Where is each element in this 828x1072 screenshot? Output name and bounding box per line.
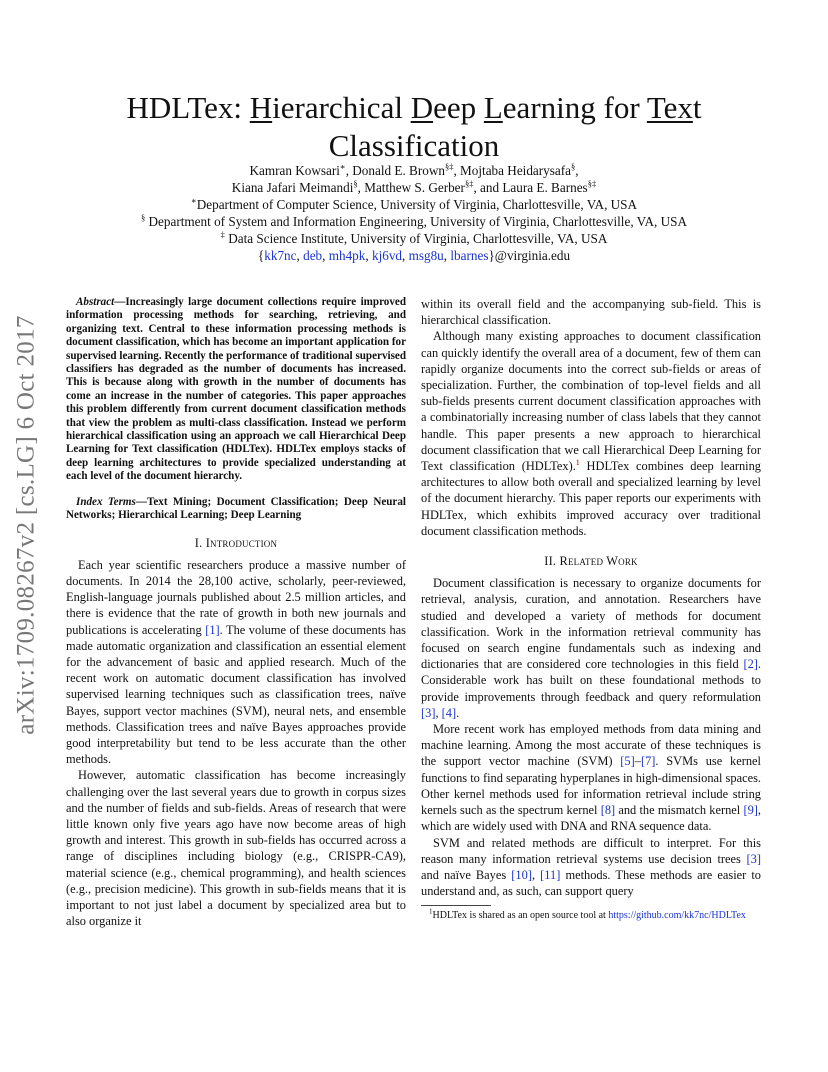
affiliation-mark: §‡: [587, 178, 597, 189]
left-column: [66, 296, 406, 929]
abstract: [66, 296, 406, 523]
section-number: I.: [194, 535, 206, 550]
author-name: Kiana Jafari Meimandi: [231, 180, 354, 195]
paragraph-text: . SVMs use kernel functions to find separating hyperplanes in high-dimensional spaces. Other kernel methods used for information retrieval include string kernels such as the spectrum kernel: [421, 754, 761, 818]
section-title-text: Related Work: [559, 554, 638, 569]
related-paragraph-2: [421, 721, 761, 834]
author-name: , Mojtaba Heidarysafa: [453, 163, 571, 178]
section-heading-introduction: [66, 535, 406, 551]
author-name: , Donald E. Brown: [345, 163, 445, 178]
title-word-deep: eep: [433, 89, 484, 125]
affiliation-text: Data Science Institute, University of Virginia, Charlottesville, VA, USA: [224, 231, 608, 246]
paragraph-text: –: [634, 754, 641, 769]
citation-link[interactable]: [9]: [743, 803, 758, 818]
paragraph-text: Although many existing approaches to document classification can quickly identify the overall area of a document, few of them can rapidly organize documents into the correct sub-fields or areas of specialization. Further, the combination of top-level fields and all sub-fields presents current document classification approaches with a combinatorially increasing number of class labels that they cannot handle. This paper presents a new approach to hierarchical document classification that we call Hierarchical Deep Learning for Text classification (HDLTex).: [421, 329, 761, 474]
title-acronym-letter-l: L: [483, 89, 503, 125]
paragraph-text: and naïve Bayes: [421, 867, 512, 882]
section-number: II.: [544, 554, 560, 569]
footnote-divider: [421, 905, 491, 906]
email-domain: }@virginia.edu: [488, 248, 571, 263]
footnote-text: HDLTex is shared as an open source tool at: [432, 910, 609, 922]
paragraph-text: and the mismatch kernel: [615, 803, 744, 818]
author-name: Kamran Kowsari: [249, 163, 340, 178]
email-list: [264, 248, 488, 263]
footnote-number: 1: [429, 907, 433, 916]
paragraph-text: ,: [435, 705, 442, 720]
intro-paragraph-2-continued: [421, 296, 761, 328]
citation-link[interactable]: [11]: [540, 867, 561, 882]
citation-link[interactable]: [5]: [620, 754, 635, 769]
citation-link[interactable]: [7]: [640, 754, 656, 769]
affiliation-mark: §: [571, 161, 576, 172]
affiliation-mark: ‡: [220, 229, 225, 240]
related-paragraph-1: [421, 575, 761, 721]
author-line-1: [80, 162, 748, 179]
intro-paragraph-2: [66, 767, 406, 929]
author-block: [80, 162, 748, 264]
affiliation-1: [80, 196, 748, 213]
email-brace: {: [257, 248, 265, 263]
section-heading-related-work: [421, 553, 761, 569]
author-name: , and Laura E. Barnes: [473, 180, 588, 195]
affiliation-mark: §: [140, 212, 146, 223]
arxiv-identifier-text: arXiv:1709.08267v2 [cs.LG] 6 Oct 2017: [13, 315, 40, 735]
email-link[interactable]: mh4pk: [328, 248, 366, 263]
email-separator: ,: [296, 248, 304, 263]
citation-link[interactable]: [10]: [511, 867, 532, 882]
affiliation-mark: §‡: [444, 161, 454, 172]
affiliation-text: Department of System and Information Engineering, University of Virginia, Charlottesville, VA, USA: [145, 214, 688, 229]
abstract-text: —Increasingly large document collections require improved information processing methods for searching, retrieving, and organizing text. Central to these information processing methods is document classification, which has become an important application for supervised learning. Recently the performance of traditional supervised classifiers has degraded as the number of documents has increased. This is because along with growth in the number of documents has come an increase in the number of categories. This paper approaches this problem differently from current document classification methods that view the problem as multi-class classification. Instead we perform hierarchical classification using an approach we call Hierarchical Deep Learning for Text classification (HDLTex). HDLTex employs stacks of deep learning architectures to provide specialized understanding at each level of the document hierarchy.: [66, 296, 406, 483]
abstract-paragraph: [66, 296, 406, 484]
right-column: [421, 296, 761, 923]
paragraph-text: .: [456, 705, 460, 720]
author-emails: [80, 247, 748, 264]
intro-paragraph-3: [421, 328, 761, 539]
paper-title: [80, 89, 748, 165]
related-paragraph-3: [421, 835, 761, 900]
github-link[interactable]: https://github.com/kk7nc/HDLTex: [608, 910, 746, 922]
title-acronym-tex: Tex: [646, 89, 693, 125]
affiliation-text: Department of Computer Science, University of Virginia, Charlottesville, VA, USA: [196, 197, 638, 212]
title-acronym-letter-h: H: [249, 89, 273, 125]
paragraph-text: However, automatic classification has become increasingly challenging over the last several years due to growth in corpus sizes and the number of fields and sub-fields. Areas of research that were little known only five years ago have now become areas of high growth and interest. This growth in sub-fields has occurred across a range of disciplines including biology (e.g., CRISPR-CA9), material science (e.g., chemical programming), and health sciences (e.g., precision medicine). This growth in sub-fields means that it is important to not just label a document by specialized area but to also organize it: [66, 768, 406, 929]
title-acronym-letter-d: D: [410, 89, 434, 125]
paragraph-text: HDLTex combines deep learning architectures to allow both overall and specialized learning by level of the document hierarchy. This paper reports our experiments with HDLTex, which exhibits improved accuracy over traditional document classification methods.: [421, 459, 761, 538]
title-word-hierarchical: ierarchical: [272, 89, 411, 125]
author-separator: ,: [575, 163, 579, 178]
paragraph-text: More recent work has employed methods from data mining and machine learning. Among the most accurate of these techniques is the support vector machine (SVM): [421, 722, 761, 769]
title-line-2: Classification: [328, 127, 500, 163]
email-link[interactable]: kk7nc: [264, 248, 297, 263]
author-name: , Matthew S. Gerber: [357, 180, 465, 195]
email-separator: ,: [443, 248, 451, 263]
paragraph-text: ,: [531, 867, 541, 882]
arxiv-identifier: [6, 295, 48, 755]
title-word-learning: earning for: [502, 89, 647, 125]
email-separator: ,: [322, 248, 329, 263]
paragraph-text: Each year scientific researchers produce a massive number of documents. In 2014 the 28,100 active, scholarly, peer-reviewed, English-language journals published about 2.5 million articles, and there is evidence that the rate of growth in both new journals and publications is accelerating: [66, 557, 406, 637]
affiliation-3: [80, 230, 748, 247]
footnote-marker[interactable]: 1: [575, 457, 580, 467]
paragraph-text: Document classification is necessary to organize documents for retrieval, analysis, curation, and annotation. Researchers have studied and developed a variety of methods for document classification. Work in the information retrieval community has focused on search engine fundamentals such as indexing and dictionaries that are considered core technologies in this field: [421, 576, 761, 672]
author-line-2: [80, 179, 748, 196]
paragraph-text: methods. These methods are easier to understand and, as such, can support query: [421, 867, 761, 899]
abstract-label: Abstract: [76, 296, 115, 308]
citation-link[interactable]: [1]: [205, 622, 220, 637]
email-separator: ,: [402, 248, 409, 263]
affiliation-mark: ∗: [190, 195, 197, 206]
title-prefix: HDLTex:: [126, 89, 250, 125]
email-separator: ,: [365, 248, 372, 263]
email-link[interactable]: lbarnes: [450, 248, 489, 263]
paragraph-text: . Considerable work has built on these foundational methods to provide improvements through feedback and query reformulation: [421, 657, 761, 704]
title-word-text-tail: t: [692, 89, 702, 125]
paragraph-text: , which are widely used with DNA and RNA sequence data.: [421, 803, 761, 834]
affiliation-mark: ∗: [339, 161, 346, 172]
citation-link[interactable]: [3]: [746, 851, 761, 866]
paragraph-text: SVM and related methods are difficult to interpret. For this reason many information retrieval systems use decision trees: [421, 835, 761, 866]
paragraph-text: within its overall field and the accompanying sub-field. This is hierarchical classification.: [421, 297, 761, 328]
index-terms-text: —Text Mining; Document Classification; Deep Neural Networks; Hierarchical Learning; Deep Learning: [66, 495, 406, 522]
affiliation-mark: §‡: [464, 178, 474, 189]
citation-link[interactable]: [2]: [743, 657, 758, 672]
email-link[interactable]: msg8u: [408, 248, 444, 263]
email-link[interactable]: kj6vd: [371, 248, 403, 263]
section-title-text: Introduction: [205, 535, 278, 550]
affiliation-2: [80, 213, 748, 230]
footnote: [421, 907, 761, 923]
index-terms: [66, 496, 406, 523]
intro-paragraph-1: [66, 557, 406, 768]
affiliation-mark: §: [353, 178, 358, 189]
citation-link[interactable]: [3]: [421, 705, 436, 720]
index-terms-label: Index Terms: [76, 495, 136, 508]
email-link[interactable]: deb: [303, 248, 323, 263]
citation-link[interactable]: [4]: [441, 705, 457, 720]
paragraph-text: . The volume of these documents has made automatic organization and classification an essential element for the advancement of basic and applied research. Much of the recent work on automatic document classification has involved supervised learning techniques such as classification trees, naïve Bayes, support vector machines (SVM), neural nets, and ensemble methods. Classification trees and naïve Bayes approaches provide good interpretability but tend to be less accurate than the other methods.: [66, 622, 406, 767]
citation-link[interactable]: [8]: [600, 803, 616, 818]
